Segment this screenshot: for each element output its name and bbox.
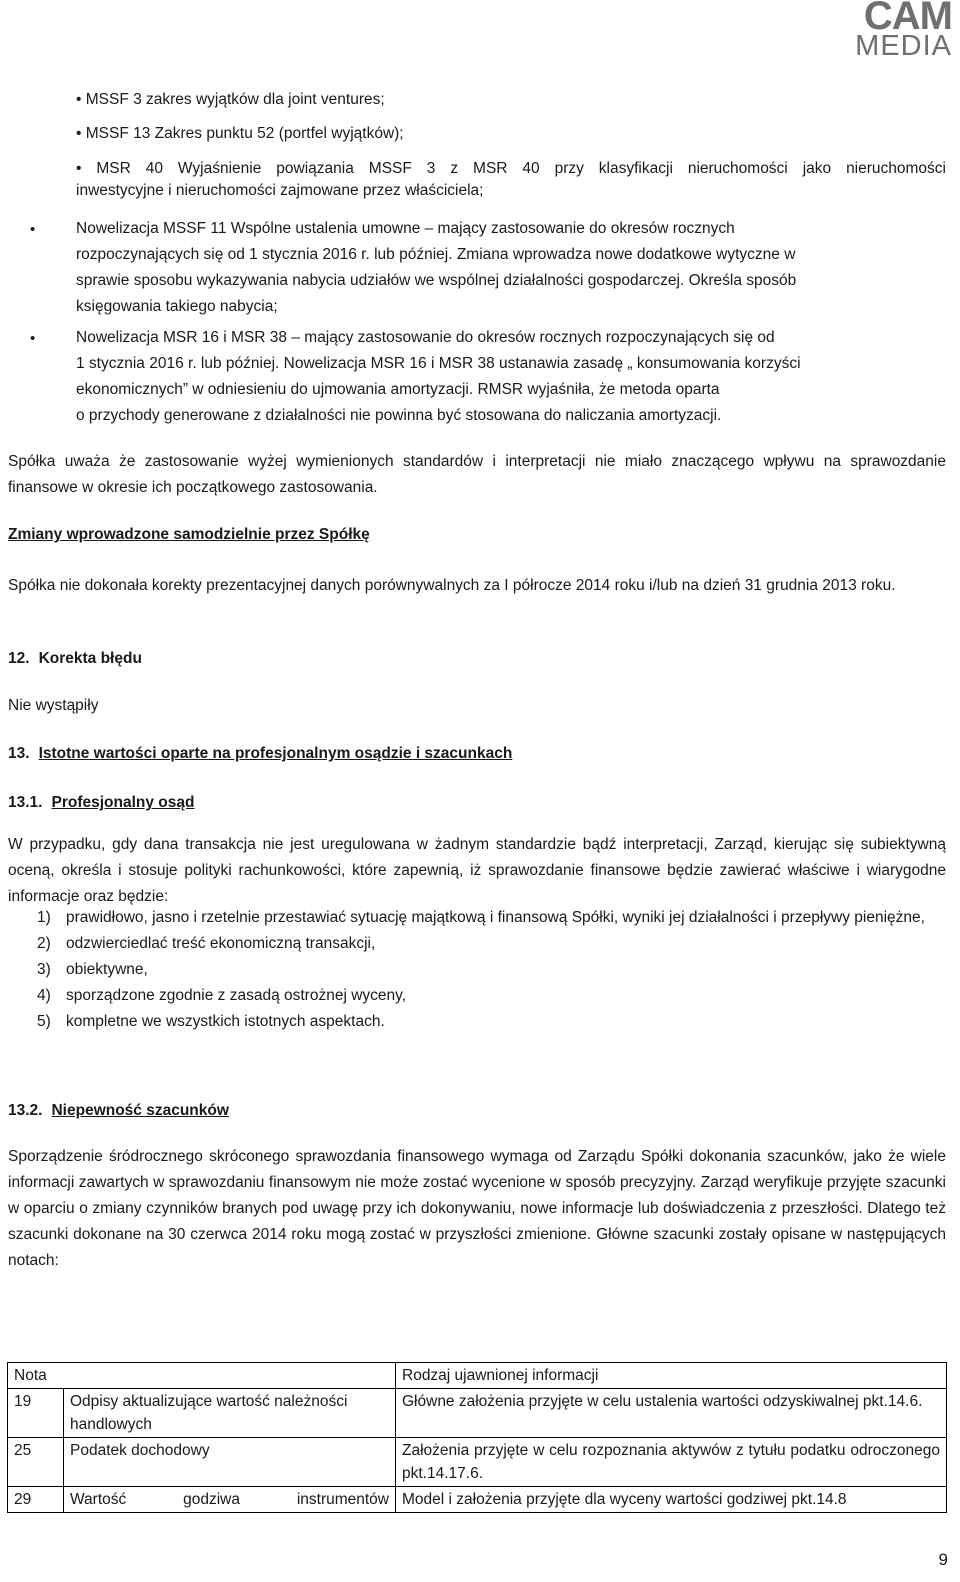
table-cell: Główne założenia przyjęte w celu ustalenia wartości odzyskiwalnej pkt.14.6. — [396, 1389, 947, 1438]
requirements-list — [8, 905, 946, 1035]
list-item: 2) odzwierciedlać treść ekonomiczną transakcji, — [37, 935, 376, 952]
table-cell: Wartość godziwa instrumentów — [64, 1487, 396, 1513]
bullet-item: • MSR 40 Wyjaśnienie powiązania MSSF 3 z MSR 40 przy klasyfikacji nieruchomości jako nieruchomości — [76, 160, 946, 177]
company-assessment-paragraph: Spółka uważa że zastosowanie wyżej wymienionych standardów i interpretacji nie miało znaczącego wpływu na sprawozdanie finansowe w okresie ich początkowego zastosowania. — [8, 453, 946, 496]
table-cell: Model i założenia przyjęte dla wyceny wartości godziwej pkt.14.8 — [396, 1487, 947, 1513]
table-header-row — [8, 1363, 947, 1389]
table-row — [8, 1487, 947, 1513]
table-cell: Odpisy aktualizujące wartość należności handlowych — [64, 1389, 396, 1438]
table-cell: Podatek dochodowy — [64, 1438, 396, 1487]
list-item: 4) sporządzone zgodnie z zasadą ostrożnej wyceny, — [37, 987, 407, 1004]
list-item: 3) obiektywne, — [37, 961, 148, 978]
table-cell: 29 — [8, 1487, 64, 1513]
amendment-ias16-ias38: Nowelizacja MSR 16 i MSR 38 – mający zastosowanie do okresów rocznych rozpoczynających się od 1 stycznia 2016 r. lub później. Nowelizacja MSR 16 i MSR 38 ustanawia zasadę „ konsumowania korzyści ekonomicznych” w odniesieniu do ujmowania amortyzacji. RMSR wyjaśniła, że metoda oparta o przychody generowane z działalności nie powinna być stosowana do naliczania amortyzacji. — [76, 329, 801, 424]
section-13-1-heading: 13.1. Profesjonalny osąd — [8, 794, 195, 811]
amendment-ifrs11: Nowelizacja MSSF 11 Wspólne ustalenia umowne – mający zastosowanie do okresów rocznych rozpoczynających się od 1 stycznia 2016 r. lub później. Zmiana wprowadza nowe dodatkowe wytyczne w sprawie sposobu wykazywania nabycia udziałów we wspólnej działalności gospodarczej. Określa sposób księgowania takiego nabycia; — [76, 220, 797, 315]
changes-paragraph: Spółka nie dokonała korekty prezentacyjnej danych porównywalnych za I półrocze 2014 roku i/lub na dzień 31 grudnia 2013 roku. — [8, 577, 896, 594]
heading-changes: Zmiany wprowadzone samodzielnie przez Spółkę — [8, 526, 370, 543]
table-header-cell: Rodzaj ujawnionej informacji — [396, 1363, 947, 1389]
cam-media-logo — [855, 0, 952, 62]
table-cell: 19 — [8, 1389, 64, 1438]
table-row — [8, 1389, 947, 1438]
section-12-heading: 12. Korekta błędu — [8, 650, 142, 667]
bullet-item-continued: inwestycyjne i nieruchomości zajmowane przez właściciela; — [76, 182, 484, 199]
table-header-cell: Nota — [8, 1363, 396, 1389]
page-number: 9 — [938, 1550, 948, 1569]
bullet-item: • MSSF 13 Zakres punktu 52 (portfel wyjątków); — [76, 125, 404, 142]
section-13-2-body: Sporządzenie śródrocznego skróconego sprawozdania finansowego wymaga od Zarządu Spółki dokonania szacunków, jako że wiele informacji zawartych w sprawozdaniu finansowym nie może zostać wycenione w sposób precyzyjny. Zarząd weryfikuje przyjęte szacunki w oparciu o zmiany czynników branych pod uwagę przy ich dokonywaniu, nowe informacje lub doświadczenia z przeszłości. Dlatego też szacunki dokonane na 30 czerwca 2014 roku mogą zostać w przyszłości zmienione. Główne szacunki zostały opisane w następujących notach: — [8, 1148, 946, 1269]
section-13-heading: 13. Istotne wartości oparte na profesjonalnym osądzie i szacunkach — [8, 745, 513, 762]
notes-table — [7, 1362, 947, 1513]
table-row — [8, 1438, 947, 1487]
bullet-dot: • — [30, 330, 36, 347]
section-12-body: Nie wystąpiły — [8, 697, 99, 714]
bullet-dot: • — [30, 221, 36, 238]
logo-line-1: CAM — [863, 0, 952, 38]
section-13-1-body: W przypadku, gdy dana transakcja nie jest uregulowana w żadnym standardzie bądź interpretacji, Zarząd, kierując się subiektywną oceną, określa i stosuje polityki rachunkowości, które zapewnią, iż sprawozdanie finansowe będzie zawierać właściwe i wiarygodne informacje oraz będzie: — [8, 836, 946, 905]
table-cell: 25 — [8, 1438, 64, 1487]
list-item: 5) kompletne we wszystkich istotnych aspektach. — [37, 1013, 385, 1030]
logo-line-2: MEDIA — [855, 30, 952, 62]
section-13-2-heading: 13.2. Niepewność szacunków — [8, 1102, 229, 1119]
bullet-item: • MSSF 3 zakres wyjątków dla joint ventures; — [76, 91, 385, 108]
list-item: 1) prawidłowo, jasno i rzetelnie przestawiać sytuację majątkową i finansową Spółki, wyniki jej działalności i przepływy pieniężne, — [37, 909, 925, 926]
table-cell: Założenia przyjęte w celu rozpoznania aktywów z tytułu podatku odroczonego pkt.14.17.6. — [396, 1438, 947, 1487]
